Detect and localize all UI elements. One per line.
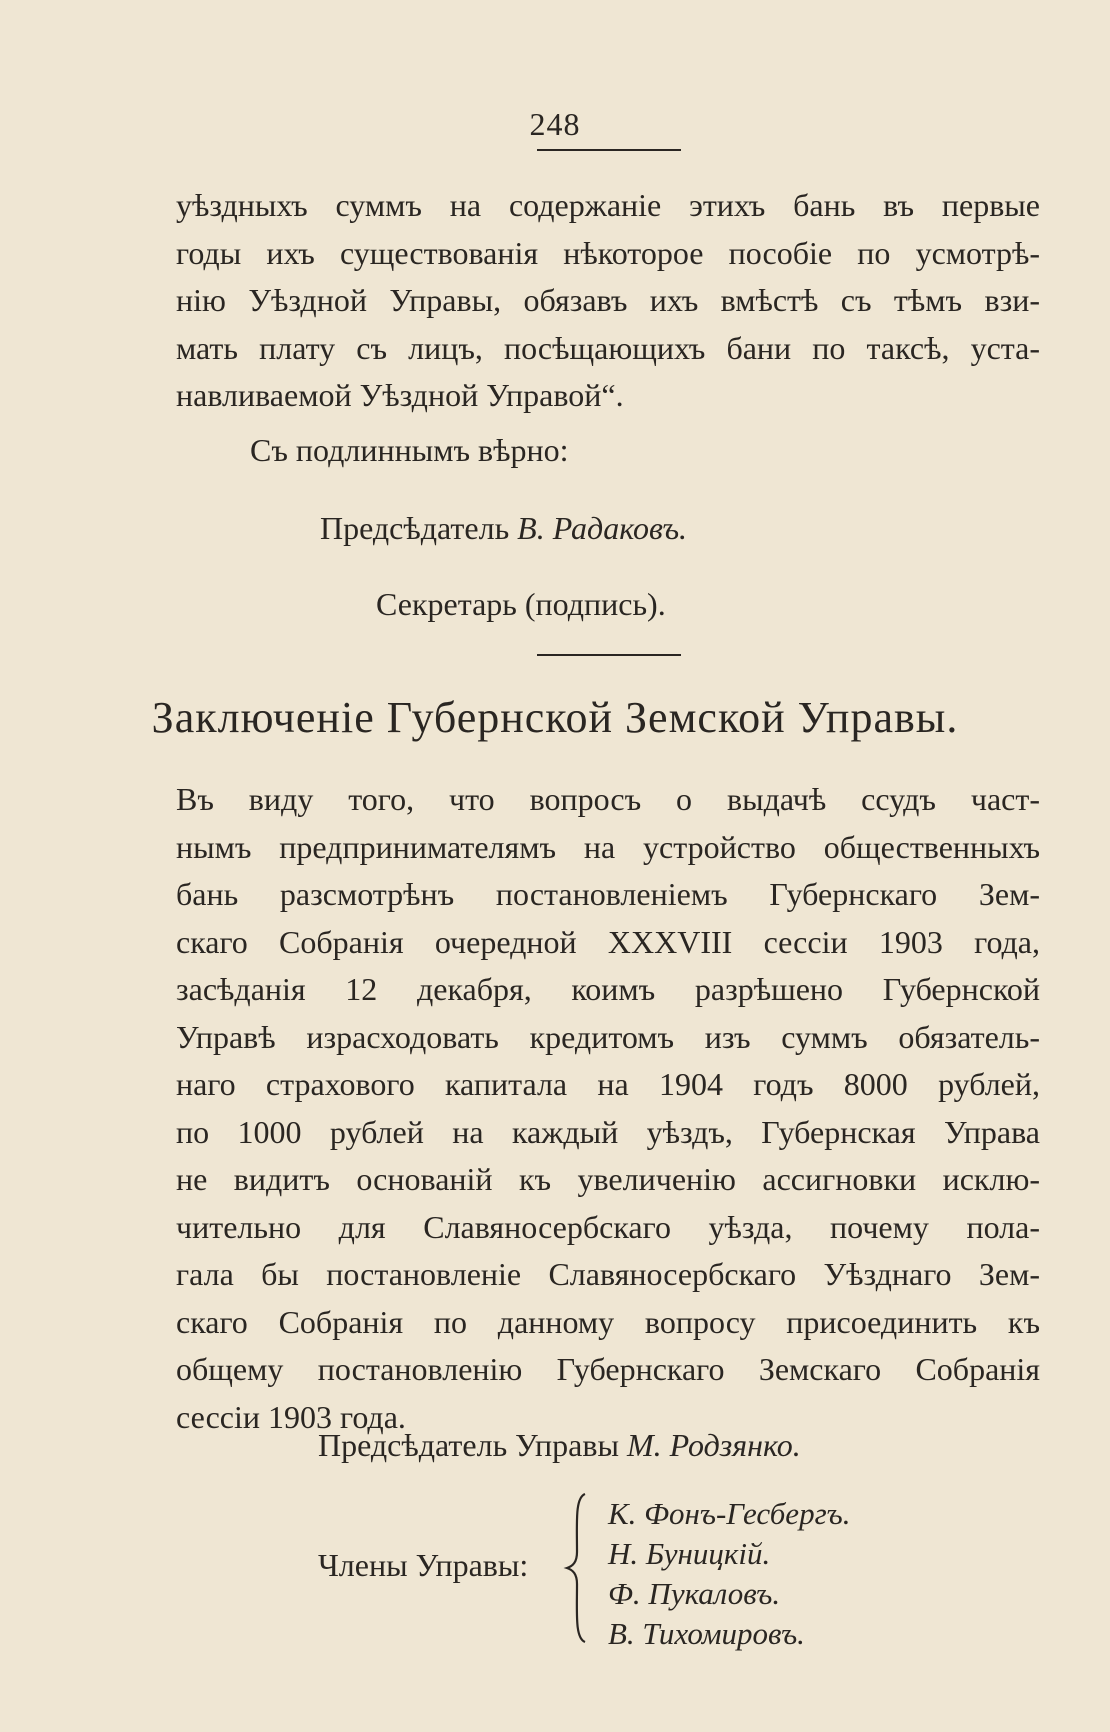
member-name: К. Фонъ-Гесбергъ. [608, 1496, 851, 1531]
page-number-rule [537, 149, 681, 151]
continuation-paragraph [176, 182, 1040, 420]
text-line: мать плату съ лицъ, посѣщающихъ бани по таксѣ, уста- [176, 329, 1040, 366]
text-line: Въ виду того, что вопросъ о выдачѣ ссудъ част- [176, 781, 1040, 817]
text-line: нымъ предпринимателямъ на устройство общественныхъ [176, 828, 1040, 865]
section-heading: Заключеніе Губернской Земской Управы. [151, 693, 959, 742]
conclusion-paragraph [176, 776, 1040, 1441]
secretary-signature: Секретарь (подпись). [376, 586, 666, 622]
text-line: наго страхового капитала на 1904 годъ 8000 рублей, [176, 1066, 1040, 1102]
member-name: Ф. Пукаловъ. [608, 1576, 781, 1611]
members-list [608, 1494, 851, 1654]
text-line: уѣздныхъ суммъ на содержаніе этихъ бань въ первые [176, 187, 1040, 223]
members-label: Члены Управы: [318, 1547, 529, 1583]
member-name: В. Тихомировъ. [608, 1616, 805, 1651]
board-chairman-signature [318, 1427, 801, 1464]
text-line: засѣданія 12 декабря, коимъ разрѣшено Губернской [176, 971, 1040, 1007]
text-line: годы ихъ существованія нѣкоторое пособіе по усмотрѣ- [176, 234, 1040, 271]
text-line: общему постановленію Губернскаго Земскаго Собранія [176, 1351, 1040, 1387]
chairman-label: Предсѣдатель [320, 510, 510, 546]
text-line: сессіи 1903 года. [176, 1398, 406, 1435]
board-chairman-name: М. Родзянко. [626, 1427, 801, 1463]
text-line: по 1000 рублей на каждый уѣздъ, Губернская Управа [176, 1113, 1040, 1150]
text-line: не видитъ основаній къ увеличенію ассигновки исклю- [176, 1161, 1040, 1197]
text-line: чительно для Славяносербскаго уѣзда, почему пола- [176, 1208, 1040, 1245]
chairman-signature [320, 510, 687, 547]
certification-line: Съ подлиннымъ вѣрно: [250, 432, 569, 468]
text-line: нію Уѣздной Управы, обязавъ ихъ вмѣстѣ съ тѣмъ взи- [176, 282, 1040, 318]
text-line: бань разсмотрѣнъ постановленіемъ Губернскаго Зем- [176, 876, 1040, 912]
text-line: скаго Собранія очередной XXXVIII сессіи 1903 года, [176, 923, 1040, 960]
board-chairman-label: Предсѣдатель Управы [318, 1427, 619, 1463]
chairman-name: В. Радаковъ. [517, 510, 688, 546]
text-line: Управѣ израсходовать кредитомъ изъ суммъ обязатель- [176, 1018, 1040, 1055]
text-line: скаго Собранія по данному вопросу присоединить къ [176, 1303, 1040, 1340]
section-divider [537, 654, 681, 656]
page-number: 248 [529, 106, 581, 142]
text-line: навливаемой Уѣздной Управой“. [176, 377, 624, 413]
member-name: Н. Буницкій. [608, 1536, 771, 1571]
text-line: гала бы постановленіе Славяносербскаго Уѣзднаго Зем- [176, 1256, 1040, 1292]
curly-brace-icon [563, 1492, 593, 1644]
